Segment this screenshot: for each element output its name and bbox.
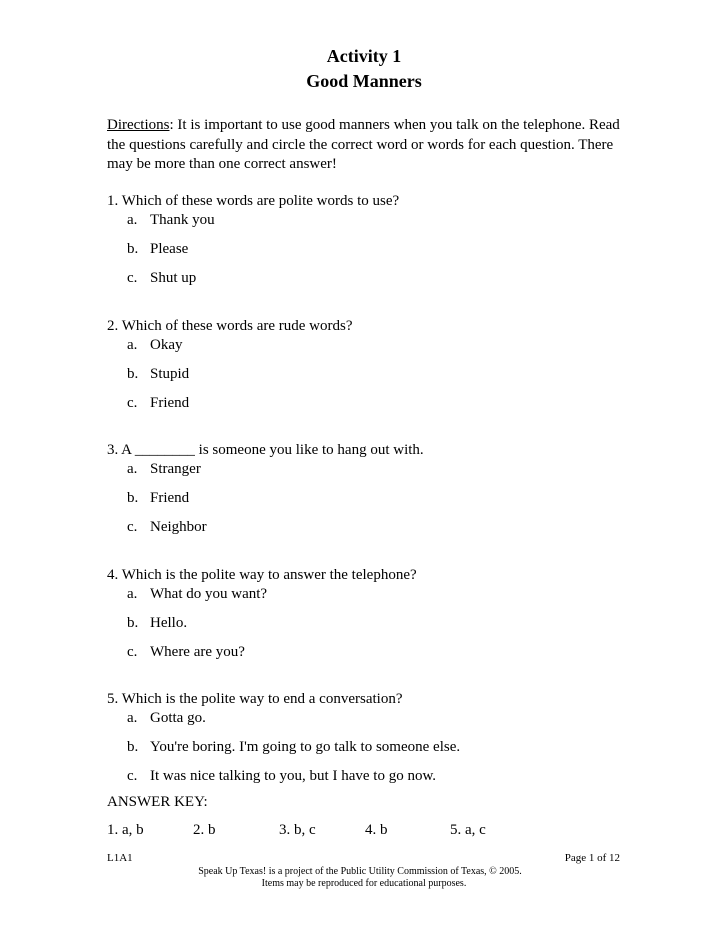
option-a[interactable]: a. Thank you: [127, 212, 215, 228]
question-2: [107, 317, 667, 413]
answer-4: 4. b: [365, 822, 388, 838]
question-5: [107, 690, 667, 786]
option-b[interactable]: b. Friend: [127, 490, 190, 506]
answer-5: 5. a, c: [450, 822, 486, 838]
option-c[interactable]: c. It was nice talking to you, but I have to go now.: [127, 768, 437, 784]
footer-page-number: Page 1 of 12: [564, 852, 620, 864]
option-c[interactable]: c. Shut up: [127, 270, 197, 286]
answer-2: 2. b: [193, 822, 216, 838]
option-c[interactable]: c. Friend: [127, 395, 190, 411]
page-title: Activity 1: [326, 46, 402, 66]
question-text: 2. Which of these words are rude words?: [107, 318, 353, 334]
option-b[interactable]: b. You're boring. I'm going to go talk to someone else.: [127, 739, 461, 755]
option-b[interactable]: b. Stupid: [127, 366, 190, 382]
footer-copyright: Speak Up Texas! is a project of the Public Utility Commission of Texas, © 2005.: [198, 866, 522, 877]
question-text: 4. Which is the polite way to answer the telephone?: [107, 567, 417, 583]
question-1: [107, 192, 667, 288]
directions-label: Directions: [107, 117, 170, 133]
directions-paragraph: [107, 116, 627, 175]
option-c[interactable]: c. Where are you?: [127, 644, 245, 660]
page-subtitle: Good Manners: [306, 71, 422, 91]
directions-text: : It is important to use good manners when you talk on the telephone. Read the questions carefully and circle the correct word or words for each question. There may be more than one correct answer!: [107, 117, 620, 172]
question-text: 5. Which is the polite way to end a conversation?: [107, 691, 403, 707]
question-4: [107, 566, 667, 662]
question-3: [107, 441, 667, 537]
option-a[interactable]: a. Gotta go.: [127, 710, 206, 726]
option-a[interactable]: a. What do you want?: [127, 586, 268, 602]
answer-3: 3. b, c: [279, 822, 316, 838]
question-text: 3. A ________ is someone you like to hang out with.: [107, 442, 424, 458]
option-a[interactable]: a. Okay: [127, 337, 183, 353]
answer-1: 1. a, b: [107, 822, 144, 838]
option-b[interactable]: b. Please: [127, 241, 189, 257]
option-c[interactable]: c. Neighbor: [127, 519, 207, 535]
footer-reproduction-note: Items may be reproduced for educational purposes.: [261, 878, 467, 889]
answer-key-label: ANSWER KEY:: [107, 794, 208, 810]
footer-doc-code: L1A1: [107, 852, 133, 864]
option-b[interactable]: b. Hello.: [127, 615, 188, 631]
option-a[interactable]: a. Stranger: [127, 461, 201, 477]
question-text: 1. Which of these words are polite words to use?: [107, 193, 400, 209]
